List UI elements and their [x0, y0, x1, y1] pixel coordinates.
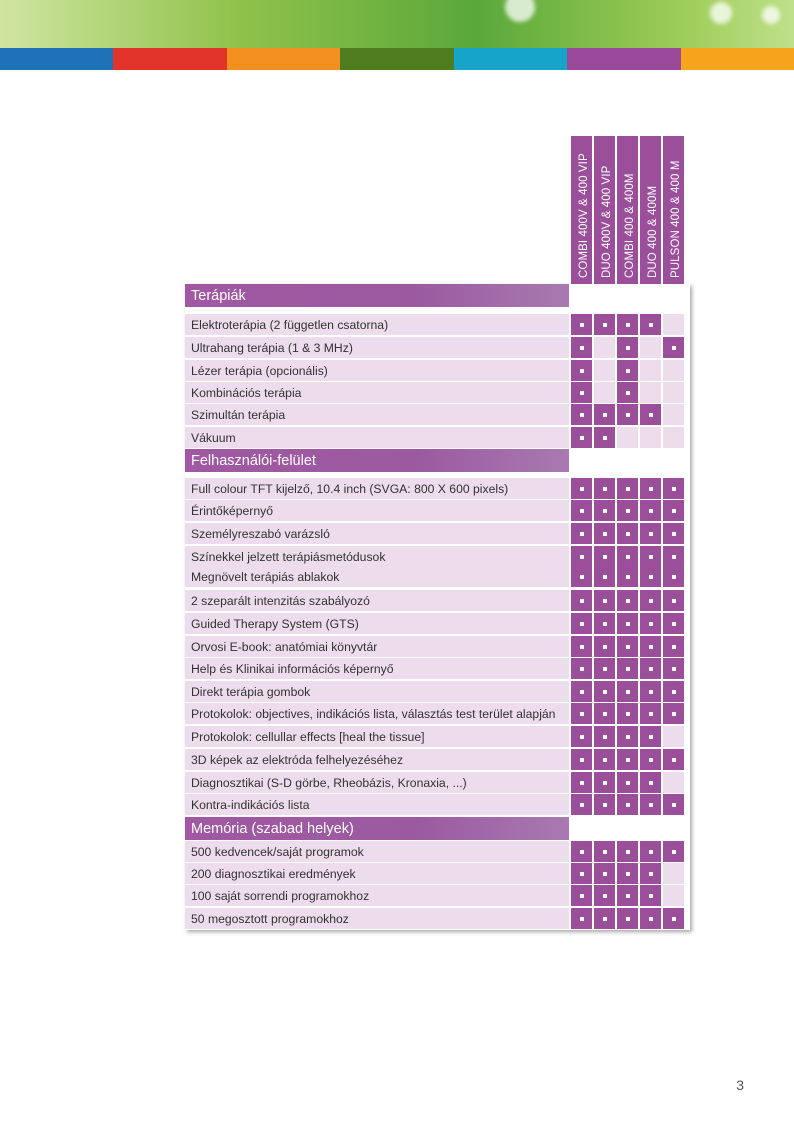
section-title: Felhasználói-felület [185, 449, 569, 472]
check-square-icon [571, 749, 592, 770]
check-square-icon [594, 590, 615, 611]
empty-cell [617, 817, 638, 840]
check-square-icon [663, 523, 684, 544]
check-square-icon [663, 590, 684, 611]
check-square-icon [617, 908, 638, 929]
check-square-icon [571, 613, 592, 634]
check-square-icon [640, 613, 661, 634]
check-square-icon [594, 794, 615, 815]
check-square-icon [594, 566, 615, 587]
column-header-label: COMBI 400V & 400 VIP [577, 153, 590, 278]
feature-label: Direkt terápia gombok [185, 681, 569, 702]
check-square-icon [594, 658, 615, 679]
header-banner [0, 0, 794, 48]
table-row [185, 885, 690, 906]
empty-cell [571, 449, 592, 472]
table-row [185, 500, 690, 521]
check-square-icon [571, 360, 592, 381]
empty-cell [640, 382, 661, 403]
check-square-icon [640, 726, 661, 747]
check-square-icon [571, 590, 592, 611]
feature-label: 2 szeparált intenzitás szabályozó [185, 590, 569, 611]
check-square-icon [594, 546, 615, 567]
column-header [594, 136, 615, 284]
check-square-icon [594, 500, 615, 521]
check-square-icon [663, 546, 684, 567]
feature-label: Ultrahang terápia (1 & 3 MHz) [185, 337, 569, 358]
check-square-icon [617, 863, 638, 884]
empty-cell [640, 337, 661, 358]
empty-cell [663, 817, 684, 840]
check-square-icon [640, 885, 661, 906]
check-square-icon [571, 772, 592, 793]
color-stripe [567, 48, 680, 70]
check-square-icon [617, 613, 638, 634]
check-square-icon [640, 749, 661, 770]
color-stripe [454, 48, 567, 70]
feature-label: Full colour TFT kijelző, 10.4 inch (SVGA: 800 X 600 pixels) [185, 478, 569, 499]
check-square-icon [617, 636, 638, 657]
check-square-icon [571, 337, 592, 358]
feature-label: Érintőképernyő [185, 500, 569, 521]
check-square-icon [640, 841, 661, 862]
check-square-icon [640, 908, 661, 929]
check-square-icon [617, 726, 638, 747]
check-square-icon [571, 382, 592, 403]
feature-label: 500 kedvencek/saját programok [185, 841, 569, 862]
feature-label: Megnövelt terápiás ablakok [185, 566, 569, 587]
check-square-icon [594, 863, 615, 884]
table-row [185, 590, 690, 611]
empty-cell [663, 885, 684, 906]
check-square-icon [617, 885, 638, 906]
check-square-icon [571, 863, 592, 884]
check-square-icon [571, 404, 592, 425]
check-square-icon [663, 681, 684, 702]
check-square-icon [571, 427, 592, 448]
light-glow [505, 0, 535, 22]
check-square-icon [594, 908, 615, 929]
color-stripe [113, 48, 226, 70]
column-header [640, 136, 661, 284]
check-square-icon [640, 314, 661, 335]
feature-label: Help és Klinikai információs képernyő [185, 658, 569, 679]
check-square-icon [594, 726, 615, 747]
check-square-icon [617, 590, 638, 611]
check-square-icon [617, 500, 638, 521]
empty-cell [594, 382, 615, 403]
check-square-icon [663, 337, 684, 358]
check-square-icon [594, 681, 615, 702]
check-square-icon [571, 546, 592, 567]
empty-cell [594, 817, 615, 840]
check-square-icon [640, 590, 661, 611]
check-square-icon [594, 523, 615, 544]
check-square-icon [594, 427, 615, 448]
table-row [185, 613, 690, 634]
page-number: 3 [736, 1077, 744, 1093]
check-square-icon [571, 500, 592, 521]
feature-label: Guided Therapy System (GTS) [185, 613, 569, 634]
empty-cell [663, 360, 684, 381]
check-square-icon [617, 478, 638, 499]
check-square-icon [571, 681, 592, 702]
check-square-icon [571, 794, 592, 815]
check-square-icon [640, 772, 661, 793]
empty-cell [663, 284, 684, 307]
check-square-icon [663, 794, 684, 815]
column-header-label: DUO 400 & 400M [646, 185, 659, 278]
check-square-icon [571, 658, 592, 679]
check-square-icon [617, 681, 638, 702]
table-row [185, 908, 690, 929]
empty-cell [571, 284, 592, 307]
check-square-icon [617, 703, 638, 724]
check-square-icon [571, 566, 592, 587]
empty-cell [663, 772, 684, 793]
feature-label: Szimultán terápia [185, 404, 569, 425]
section-header-row [185, 284, 690, 307]
table-row [185, 772, 690, 793]
check-square-icon [571, 908, 592, 929]
empty-cell [594, 360, 615, 381]
check-square-icon [594, 478, 615, 499]
table-row [185, 523, 690, 544]
table-row [185, 703, 690, 724]
feature-label: Kombinációs terápia [185, 382, 569, 403]
empty-cell [663, 382, 684, 403]
feature-label: Színekkel jelzett terápiásmetódusok [185, 546, 569, 567]
check-square-icon [571, 478, 592, 499]
empty-cell [640, 427, 661, 448]
table-row [185, 841, 690, 862]
feature-label: Diagnosztikai (S-D görbe, Rheobázis, Kronaxia, ...) [185, 772, 569, 793]
table-row [185, 636, 690, 657]
empty-cell [640, 817, 661, 840]
color-stripe [0, 48, 113, 70]
check-square-icon [640, 546, 661, 567]
column-header-label: DUO 400V & 400 VIP [600, 165, 613, 278]
check-square-icon [640, 794, 661, 815]
check-square-icon [571, 885, 592, 906]
table-row [185, 566, 690, 587]
empty-cell [640, 449, 661, 472]
section-header-row [185, 817, 690, 840]
check-square-icon [617, 314, 638, 335]
empty-cell [594, 337, 615, 358]
empty-cell [640, 360, 661, 381]
check-square-icon [571, 314, 592, 335]
feature-label: 3D képek az elektróda felhelyezéséhez [185, 749, 569, 770]
check-square-icon [594, 841, 615, 862]
check-square-icon [571, 703, 592, 724]
check-square-icon [617, 546, 638, 567]
empty-cell [617, 427, 638, 448]
section-title: Memória (szabad helyek) [185, 817, 569, 840]
check-square-icon [594, 636, 615, 657]
feature-comparison-table [185, 136, 690, 931]
section-title: Terápiák [185, 284, 569, 307]
empty-cell [617, 284, 638, 307]
empty-cell [594, 449, 615, 472]
feature-label: Elektroterápia (2 független csatorna) [185, 314, 569, 335]
check-square-icon [571, 841, 592, 862]
column-header-label: PULSON 400 & 400 M [669, 160, 682, 278]
empty-cell [663, 726, 684, 747]
empty-cell [663, 427, 684, 448]
table-row [185, 726, 690, 747]
column-header-label: COMBI 400 & 400M [623, 173, 636, 278]
check-square-icon [617, 772, 638, 793]
check-square-icon [640, 566, 661, 587]
feature-label: Kontra-indikációs lista [185, 794, 569, 815]
check-square-icon [571, 726, 592, 747]
table-row [185, 794, 690, 815]
feature-label: 50 megosztott programokhoz [185, 908, 569, 929]
table-row [185, 382, 690, 403]
check-square-icon [640, 681, 661, 702]
check-square-icon [640, 636, 661, 657]
check-square-icon [617, 658, 638, 679]
check-square-icon [594, 404, 615, 425]
empty-cell [594, 284, 615, 307]
feature-label: Személyreszabó varázsló [185, 523, 569, 544]
check-square-icon [663, 500, 684, 521]
feature-label: 200 diagnosztikai eredmények [185, 863, 569, 884]
check-square-icon [617, 794, 638, 815]
empty-cell [571, 817, 592, 840]
check-square-icon [663, 636, 684, 657]
table-row [185, 681, 690, 702]
check-square-icon [594, 885, 615, 906]
empty-cell [663, 863, 684, 884]
table-row [185, 404, 690, 425]
empty-cell [663, 449, 684, 472]
feature-label: Vákuum [185, 427, 569, 448]
column-header [571, 136, 592, 284]
check-square-icon [640, 523, 661, 544]
check-square-icon [663, 478, 684, 499]
feature-label: Protokolok: objectives, indikációs lista, választás test terület alapján [185, 703, 569, 724]
light-glow [710, 2, 732, 24]
table-row [185, 427, 690, 448]
empty-cell [617, 449, 638, 472]
feature-label: Lézer terápia (opcionális) [185, 360, 569, 381]
check-square-icon [640, 478, 661, 499]
feature-label: 100 saját sorrendi programokhoz [185, 885, 569, 906]
color-stripe-bar [0, 48, 794, 70]
empty-cell [663, 404, 684, 425]
check-square-icon [663, 703, 684, 724]
feature-label: Orvosi E-book: anatómiai könyvtár [185, 636, 569, 657]
check-square-icon [594, 749, 615, 770]
table-row [185, 749, 690, 770]
check-square-icon [640, 703, 661, 724]
check-square-icon [640, 658, 661, 679]
check-square-icon [663, 658, 684, 679]
color-stripe [340, 48, 453, 70]
section-header-row [185, 449, 690, 472]
check-square-icon [617, 404, 638, 425]
table-row [185, 658, 690, 679]
check-square-icon [640, 863, 661, 884]
check-square-icon [640, 404, 661, 425]
feature-label: Protokolok: cellullar effects [heal the tissue] [185, 726, 569, 747]
check-square-icon [571, 636, 592, 657]
check-square-icon [663, 749, 684, 770]
empty-cell [640, 284, 661, 307]
check-square-icon [594, 613, 615, 634]
check-square-icon [663, 613, 684, 634]
check-square-icon [617, 566, 638, 587]
column-header [617, 136, 638, 284]
check-square-icon [617, 841, 638, 862]
check-square-icon [594, 703, 615, 724]
check-square-icon [617, 382, 638, 403]
check-square-icon [663, 908, 684, 929]
check-square-icon [594, 772, 615, 793]
table-row [185, 314, 690, 335]
table-row [185, 478, 690, 499]
table-row [185, 337, 690, 358]
check-square-icon [617, 337, 638, 358]
table-row [185, 360, 690, 381]
color-stripe [227, 48, 340, 70]
check-square-icon [640, 500, 661, 521]
check-square-icon [571, 523, 592, 544]
empty-cell [663, 314, 684, 335]
check-square-icon [663, 841, 684, 862]
color-stripe [681, 48, 794, 70]
table-row [185, 863, 690, 884]
table-row [185, 546, 690, 567]
check-square-icon [617, 749, 638, 770]
check-square-icon [594, 314, 615, 335]
light-glow [762, 6, 780, 24]
check-square-icon [617, 523, 638, 544]
check-square-icon [663, 566, 684, 587]
column-header [663, 136, 684, 284]
check-square-icon [617, 360, 638, 381]
